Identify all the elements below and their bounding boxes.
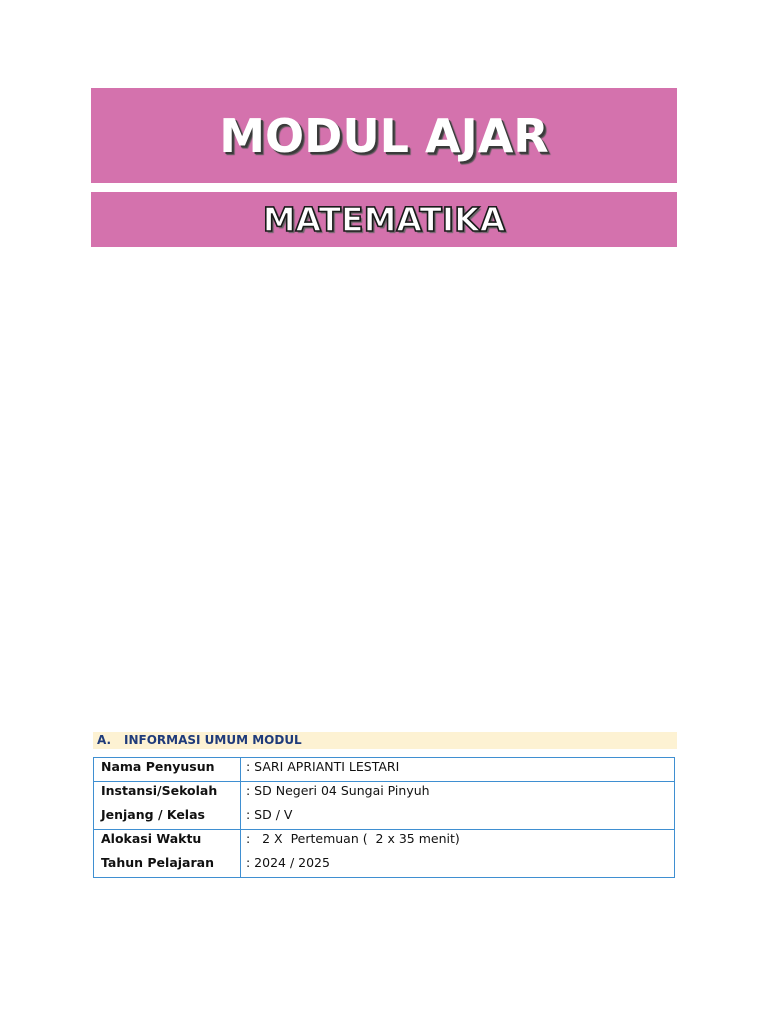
label-instansi-sekolah: Instansi/Sekolah: [101, 783, 218, 798]
value-jenjang-kelas: : SD / V: [246, 807, 293, 822]
section-heading: [93, 732, 677, 749]
subject-banner: [91, 192, 677, 247]
info-table: [93, 757, 675, 878]
document-title: MODUL AJAR: [219, 108, 549, 163]
value-alokasi-waktu: : 2 X Pertemuan ( 2 x 35 menit): [246, 831, 460, 846]
section-number: A.: [97, 733, 112, 747]
value-tahun-pelajaran: : 2024 / 2025: [246, 855, 330, 870]
label-jenjang-kelas: Jenjang / Kelas: [101, 807, 205, 822]
section-title: INFORMASI UMUM MODUL: [124, 733, 302, 747]
title-banner: [91, 88, 677, 183]
label-tahun-pelajaran: Tahun Pelajaran: [101, 855, 214, 870]
value-nama-penyusun: : SARI APRIANTI LESTARI: [246, 759, 400, 774]
value-instansi-sekolah: : SD Negeri 04 Sungai Pinyuh: [246, 783, 430, 798]
subject-title: MATEMATIKA: [262, 200, 506, 239]
label-alokasi-waktu: Alokasi Waktu: [101, 831, 202, 846]
label-nama-penyusun: Nama Penyusun: [101, 759, 215, 774]
table-column-divider: [240, 758, 241, 877]
table-row-divider: [94, 829, 674, 830]
table-row-divider: [94, 781, 674, 782]
